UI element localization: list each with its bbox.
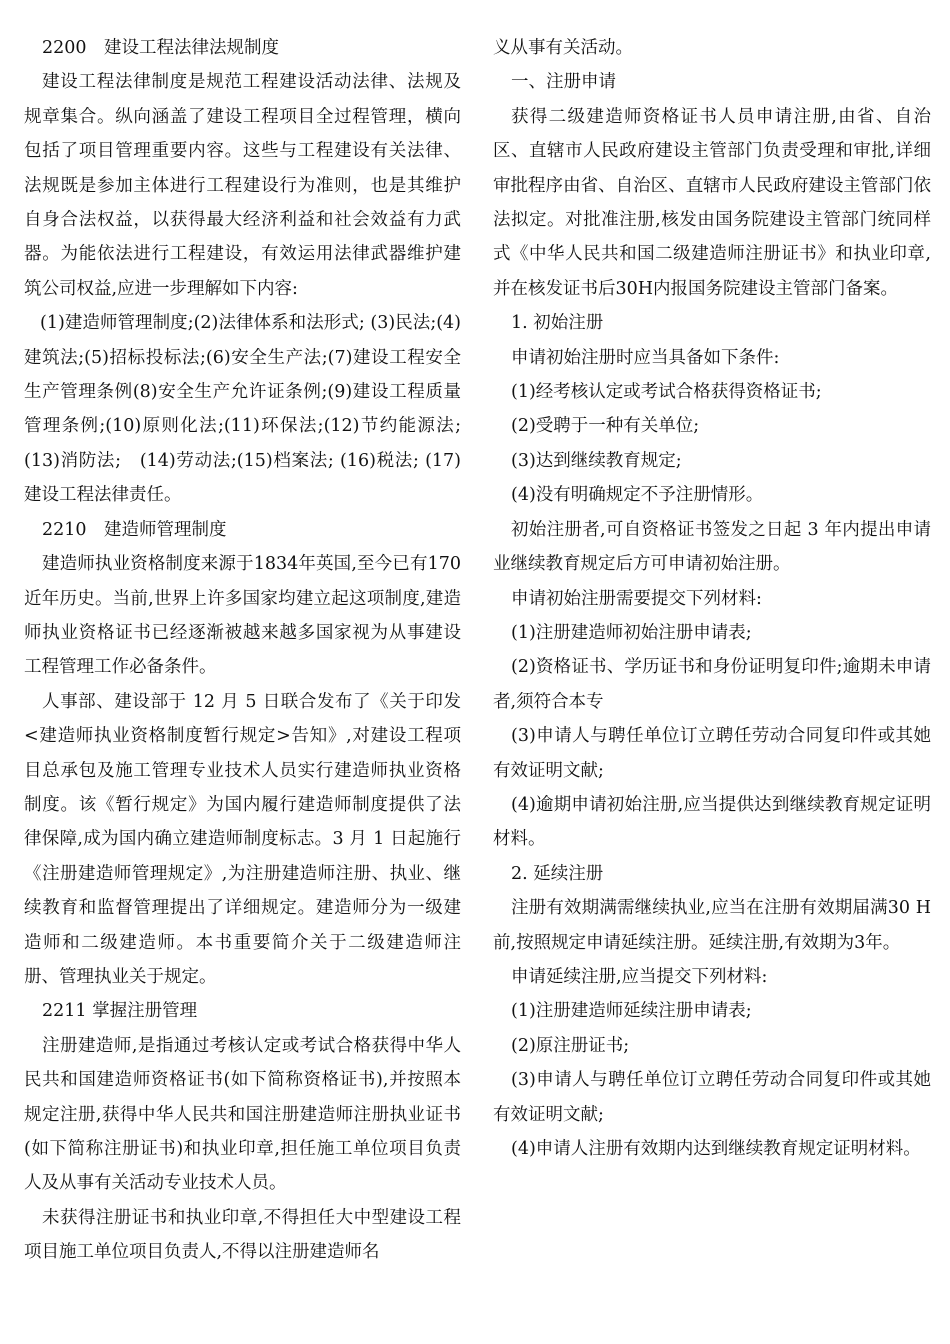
section-heading-2211: 2211 掌握注册管理 [42, 1001, 198, 1022]
paragraph-initial-deadline: 初始注册者,可自资格证书签发之日起 3 年内提出申请业继续教育规定后方可申请初始注册。 [493, 519, 931, 575]
list-item: (4)逾期申请初始注册,应当提供达到继续教育规定证明材料。 [493, 794, 931, 850]
list-item: (1)注册建造师延续注册申请表; [511, 1001, 752, 1022]
subheading-initial-registration: 1. 初始注册 [511, 313, 604, 334]
paragraph-regulation: 人事部、建设部于 12 月 5 日联合发布了《关于印发<建造师执业资格制度暂行规定>告知》,对建设工程项目总承包及施工管理专业技术人员实行建造师执业资格制度。该《暂行规定》为国内履行建造师制度提供了法律保障,成为国内确立建造师制度标志。3 月 1 日起施行《注册建造师管理规定》,为注册建造师注册、执业、继续教育和监督管理提出了详细规定。建造师分为一级建造师和二级建造师。本书重要简介关于二级建造师注册、管理执业关于规定。 [24, 691, 461, 987]
list-item: (2)原注册证书; [511, 1035, 630, 1056]
list-item: (1)经考核认定或考试合格获得资格证书; [511, 382, 822, 403]
right-text-column [493, 31, 931, 1166]
subheading-renewal-registration: 2. 延续注册 [511, 863, 604, 884]
list-item: (1)注册建造师初始注册申请表; [511, 622, 752, 643]
paragraph-initial-materials: 申请初始注册需要提交下列材料: [511, 588, 762, 609]
paragraph-history: 建造师执业资格制度来源于1834年英国,至今已有170 近年历史。当前,世界上许多国家均建立起这项制度,建造师执业资格证书已经逐渐被越来越多国家视为从事建设工程管理工作必备条件。 [24, 554, 461, 678]
paragraph-law-overview: 建设工程法律制度是规范工程建设活动法律、法规及规章集合。纵向涵盖了建设工程项目全过程管理，横向包括了项目管理重要内容。这些与工程建设有关法律、法规既是参加主体进行工程建设行为准则，也是其维护自身合法权益，以获得最大经济利益和社会效益有力武器。为能依法进行工程建设，有效运用法律武器维护建筑公司权益,应进一步理解如下内容: [24, 72, 461, 299]
section-heading-2200: 2200 建设工程法律法规制度 [42, 38, 280, 58]
paragraph-continuation: 义从事有关活动。 [493, 38, 633, 58]
section-heading-registration: 一、注册申请 [511, 72, 616, 93]
list-item: (4)申请人注册有效期内达到继续教育规定证明材料。 [511, 1139, 921, 1159]
left-text-column [24, 31, 461, 1270]
section-heading-2210: 2210 建造师管理制度 [42, 519, 227, 540]
paragraph-renewal-materials: 申请延续注册,应当提交下列材料: [511, 966, 768, 987]
list-item: (3)申请人与聘任单位订立聘任劳动合同复印件或其她有效证明文献; [493, 1070, 931, 1125]
list-item: (3)申请人与聘任单位订立聘任劳动合同复印件或其她有效证明文献; [493, 726, 931, 781]
paragraph-definition: 注册建造师,是指通过考核认定或考试合格获得中华人民共和国建造师资格证书(如下简称资格证书),并按照本规定注册,获得中华人民共和国注册建造师注册执业证书(如下简称注册证书)和执业印章,担任施工单位项目负责人及从事有关活动专业技术人员。 [24, 1035, 461, 1194]
paragraph-registration-authority: 获得二级建造师资格证书人员申请注册,由省、自治区、直辖市人民政府建设主管部门负责受理和审批,详细审批程序由省、自治区、直辖市人民政府建设主管部门依法拟定。对批准注册,核发由国务院建设主管部门统同样式《中华人民共和国二级建造师注册证书》和执业印章,并在核发证书后30H内报国务院建设主管部门备案。 [493, 106, 931, 299]
paragraph-restriction: 未获得注册证书和执业印章,不得担任大中型建设工程项目施工单位项目负责人,不得以注册建造师名 [24, 1207, 461, 1263]
paragraph-renewal-period: 注册有效期满需继续执业,应当在注册有效期届满30 H 前,按照规定申请延续注册。延续注册,有效期为3年。 [493, 898, 931, 953]
list-item: (3)达到继续教育规定; [511, 450, 682, 471]
paragraph-initial-conditions: 申请初始注册时应当具备如下条件: [511, 347, 780, 368]
list-item: (2)受聘于一种有关单位; [511, 416, 700, 437]
list-item: (2)资格证书、学历证书和身份证明复印件;逾期未申请者,须符合本专 [493, 657, 931, 712]
paragraph-law-list: (1)建造师管理制度;(2)法律体系和法形式; (3)民法;(4)建筑法;(5)招标投标法;(6)安全生产法;(7)建设工程安全生产管理条例(8)安全生产允许证条例;(9)建设工程质量管理条例;(10)原则化法;(11)环保法;(12)节约能源法;(13)消防法; (14)劳动法;(15)档案法; (16)税法; (17)建设工程法律责任。 [24, 313, 461, 506]
list-item: (4)没有明确规定不予注册情形。 [511, 485, 764, 506]
